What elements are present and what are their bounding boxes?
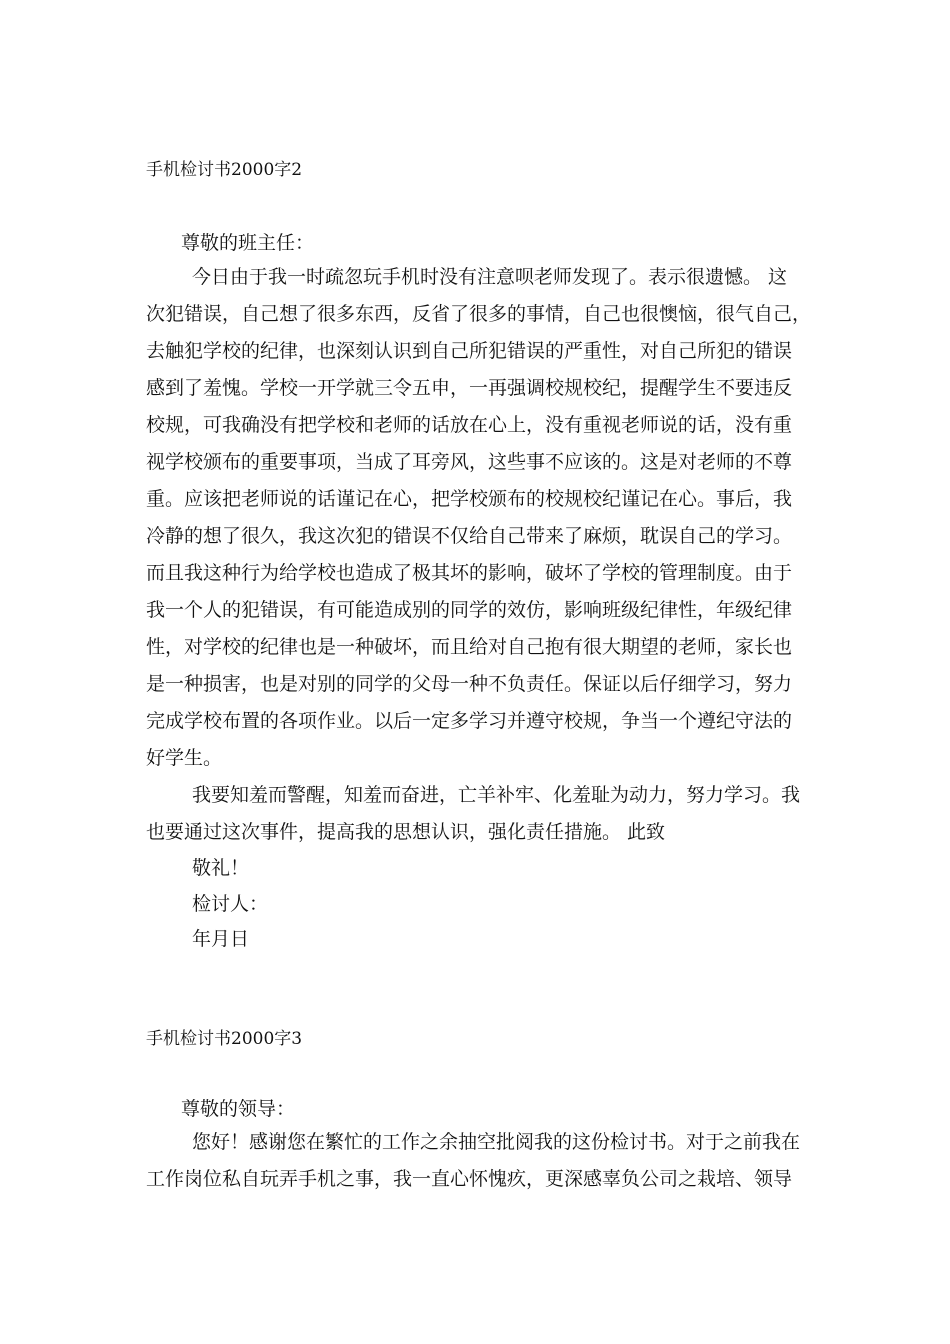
paragraph-line: 视学校颁布的重要事项，当成了耳旁风，这些事不应该的。这是对老师的不尊 — [146, 451, 793, 473]
paragraph-line: 性，对学校的纪律也是一种破坏，而且给对自己抱有很大期望的老师，家长也 — [146, 636, 793, 658]
paragraph-line: 重。应该把老师说的话谨记在心，把学校颁布的校规校纪谨记在心。事后，我 — [146, 488, 793, 510]
section-title: 手机检讨书2000字3 — [146, 1029, 303, 1049]
date-label: 年月日 — [192, 928, 250, 950]
paragraph-line: 冷静的想了很久，我这次犯的错误不仅给自己带来了麻烦，耽误自己的学习。 — [146, 525, 793, 547]
section-title: 手机检讨书2000字2 — [146, 160, 303, 180]
paragraph-line: 我要知羞而警醒，知羞而奋进，亡羊补牢、化羞耻为动力，努力学习。我 — [192, 784, 801, 806]
paragraph-line: 您好！感谢您在繁忙的工作之余抽空批阅我的这份检讨书。对于之前我在 — [192, 1131, 801, 1153]
paragraph-line: 而且我这种行为给学校也造成了极其坏的影响，破坏了学校的管理制度。由于 — [146, 562, 793, 584]
paragraph-line: 今日由于我一时疏忽玩手机时没有注意呗老师发现了。表示很遗憾。 这 — [192, 266, 788, 288]
paragraph-line: 完成学校布置的各项作业。以后一定多学习并遵守校规，争当一个遵纪守法的 — [146, 710, 793, 732]
paragraph-line: 我一个人的犯错误，有可能造成别的同学的效仿，影响班级纪律性，年级纪律 — [146, 599, 793, 621]
signer-label: 检讨人： — [192, 893, 269, 915]
paragraph-line: 是一种损害，也是对别的同学的父母一种不负责任。保证以后仔细学习，努力 — [146, 673, 793, 695]
paragraph-line: 校规，可我确没有把学校和老师的话放在心上，没有重视老师说的话，没有重 — [146, 414, 793, 436]
greeting: 尊敬的领导： — [181, 1098, 296, 1120]
paragraph-line: 也要通过这次事件，提高我的思想认识，强化责任措施。 此致 — [146, 821, 666, 843]
greeting: 尊敬的班主任： — [181, 232, 315, 254]
paragraph-line: 好学生。 — [146, 747, 223, 769]
paragraph-line: 工作岗位私自玩弄手机之事，我一直心怀愧疚，更深感辜负公司之栽培、领导 — [146, 1168, 793, 1190]
paragraph-line: 次犯错误，自己想了很多东西，反省了很多的事情，自己也很懊恼，很气自己， — [146, 303, 812, 325]
closing-salute: 敬礼！ — [192, 857, 250, 879]
paragraph-line: 去触犯学校的纪律，也深刻认识到自己所犯错误的严重性，对自己所犯的错误 — [146, 340, 793, 362]
paragraph-line: 感到了羞愧。学校一开学就三令五申，一再强调校规校纪，提醒学生不要违反 — [146, 377, 793, 399]
